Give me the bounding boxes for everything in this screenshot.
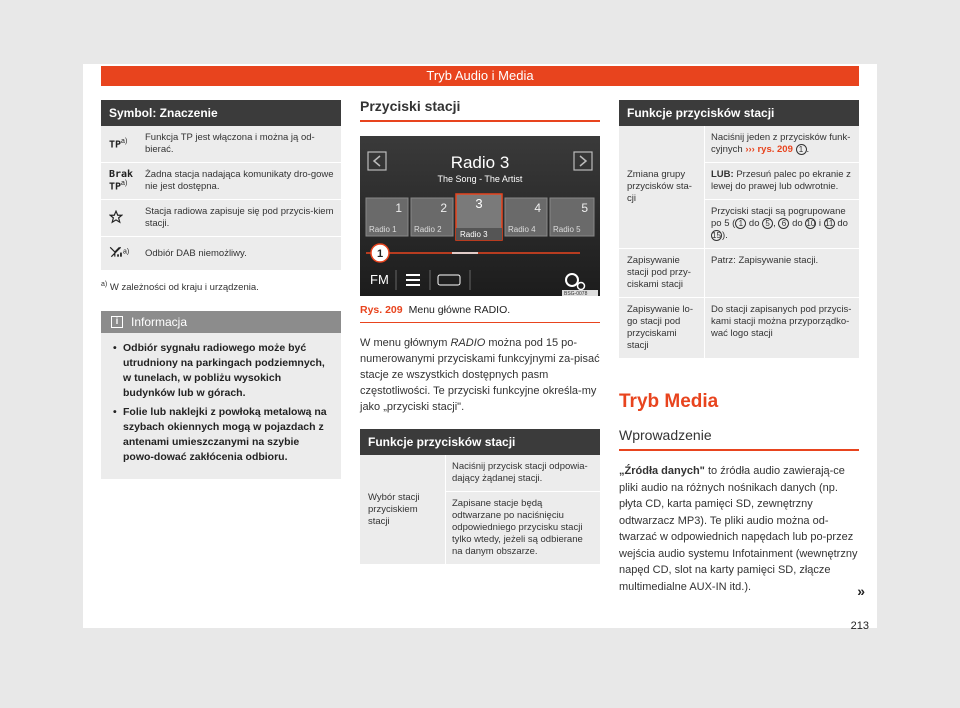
table-row bbox=[619, 298, 859, 359]
section-title: Przyciski stacji bbox=[360, 98, 600, 122]
table-head: Funkcje przycisków stacji bbox=[360, 429, 600, 455]
table-row bbox=[101, 126, 341, 163]
symbol-cell: TP$^{a)}$ bbox=[109, 137, 128, 151]
symbol-desc: Stacja radiowa zapisuje się pod przycis-kiem stacji. bbox=[145, 206, 334, 229]
middle-column bbox=[360, 98, 600, 565]
chapter-title: Tryb Media bbox=[619, 391, 719, 412]
section-title: Wprowadzenie bbox=[619, 427, 859, 451]
svg-text:1: 1 bbox=[376, 248, 384, 260]
table-row bbox=[360, 455, 600, 565]
list-icon bbox=[406, 274, 420, 286]
svg-text:3: 3 bbox=[475, 196, 483, 211]
info-item: • Folie lub naklejki z powłoką metalową na szybach okiennych mogą w pojazdach z antenami umieszczanymi na szybie powo-dować zakłócenia odbioru. bbox=[113, 405, 329, 465]
svg-text:2: 2 bbox=[440, 201, 447, 215]
right-column bbox=[619, 100, 865, 599]
table-row bbox=[101, 200, 341, 237]
svg-text:1: 1 bbox=[395, 201, 402, 215]
preset-1-button bbox=[366, 198, 408, 236]
table-key: Zapisywanie stacji pod przy-ciskami stacji bbox=[619, 249, 705, 297]
table-head: Funkcje przycisków stacji bbox=[619, 100, 859, 126]
table-value: LUB: Przesuń palec po ekranie z lewej do prawej lub odwrotnie. bbox=[705, 163, 859, 200]
symbol-cell: a) bbox=[101, 246, 145, 261]
preset-5-button bbox=[550, 198, 594, 236]
page-number: 213 bbox=[850, 620, 869, 632]
info-icon: i bbox=[111, 316, 123, 328]
table-key: Wybór stacji przyciskiem stacji bbox=[360, 455, 446, 564]
symbol-desc: Żadna stacja nadająca komunikaty dro-gowe nie jest dostępna. bbox=[145, 169, 334, 192]
manual-page bbox=[83, 64, 877, 632]
table-key: Zapisywanie lo-go stacji pod przyciskami stacji bbox=[619, 298, 705, 358]
no-dab-signal-icon bbox=[109, 246, 123, 258]
info-item: • Odbiór sygnału radiowego może być utrudniony na parkingach podziemnych, w tunelach, w pobliżu wysokich budynków lub w górach. bbox=[113, 341, 329, 401]
continued-mark: » bbox=[857, 583, 865, 599]
table-row bbox=[101, 237, 341, 271]
table-value: Naciśnij przycisk stacji odpowia-dający żądanej stacji. bbox=[446, 455, 600, 492]
table-value: Zapisane stacje będą odtwarzane po naciśnięciu odpowiedniego przycisku stacji tylko wtedy, jeżeli są odbierane na danym obszarze. bbox=[452, 498, 583, 557]
table-value: Do stacji zapisanych pod przycis-kami stacji można przyporządko-wać logo stacji bbox=[711, 304, 852, 339]
song-title: The Song - The Artist bbox=[437, 174, 523, 184]
svg-text:Radio 2: Radio 2 bbox=[414, 225, 442, 234]
symbol-cell: Brak TP$^{a)}$ bbox=[109, 169, 134, 193]
svg-text:Radio 3: Radio 3 bbox=[460, 230, 488, 239]
body-paragraph: W menu głównym RADIO można pod 15 po-numerowanymi przyciskami funkcyjnymi za-pisać stacje ze wszystkich dostępnych pasm częstotliwości. Te przyciski funkcyjne określa-my jako „przyciski stacji". bbox=[360, 337, 600, 413]
table-row bbox=[619, 126, 859, 249]
table-value: Przyciski stacji są pogrupowane po 5 ( 1 do 5 , 6 do 10 i 11 do 15). bbox=[711, 206, 848, 241]
functions-table-1 bbox=[360, 429, 600, 565]
figure-code: BSG-0078 bbox=[564, 291, 588, 296]
footnote: $^{a)}$ W zależności od kraju i urządzenia. bbox=[101, 281, 259, 294]
left-column bbox=[101, 100, 341, 479]
band-label: FM bbox=[370, 272, 389, 287]
station-name: Radio 3 bbox=[450, 153, 510, 172]
table-value: Patrz: Zapisywanie stacji. bbox=[711, 255, 819, 266]
radio-screen-figure bbox=[360, 136, 600, 296]
svg-text:5: 5 bbox=[581, 201, 588, 215]
radio-screen-illustration bbox=[360, 136, 600, 296]
info-box bbox=[101, 311, 341, 479]
symbol-cell bbox=[101, 210, 145, 227]
table-key: Zmiana grupy przycisków sta-cji bbox=[619, 126, 705, 248]
svg-text:Radio 5: Radio 5 bbox=[553, 225, 581, 234]
svg-text:Radio 4: Radio 4 bbox=[508, 225, 536, 234]
figure-caption: Rys. 209 Menu główne RADIO. bbox=[360, 304, 600, 323]
preset-2-button bbox=[411, 198, 453, 236]
table-row bbox=[101, 163, 341, 200]
star-icon bbox=[109, 210, 123, 224]
preset-4-button bbox=[505, 198, 547, 236]
svg-text:Radio 1: Radio 1 bbox=[369, 225, 397, 234]
svg-text:4: 4 bbox=[534, 201, 541, 215]
symbols-table-head: Symbol: Znaczenie bbox=[101, 100, 341, 126]
symbol-desc: Odbiór DAB niemożliwy. bbox=[145, 247, 247, 259]
info-box-head: i Informacja bbox=[101, 311, 341, 333]
table-value: Naciśnij jeden z przycisków funk-cyjnych ››› rys. 209 1 . bbox=[705, 126, 859, 163]
body-paragraph: „Źródła danych" to źródła audio zawierają-ce pliki audio na różnych nośnikach danych (np. płyta CD, karta pamięci SD, zewnętrzny odtwarzacz MP3). Te pliki audio można od-twarzać w odpowiednich napędach lub po-przez wejścia audio systemu Infotainment (wewnętrzny napęd CD, slot na karty pamięci SD, złącze multimedialne AUX-IN itd.). bbox=[619, 465, 858, 593]
symbol-desc: Funkcja TP jest włączona i można ją od-bierać. bbox=[145, 132, 315, 155]
page-header: Tryb Audio i Media bbox=[101, 66, 859, 86]
preset-3-button bbox=[456, 194, 502, 240]
table-row bbox=[619, 249, 859, 298]
